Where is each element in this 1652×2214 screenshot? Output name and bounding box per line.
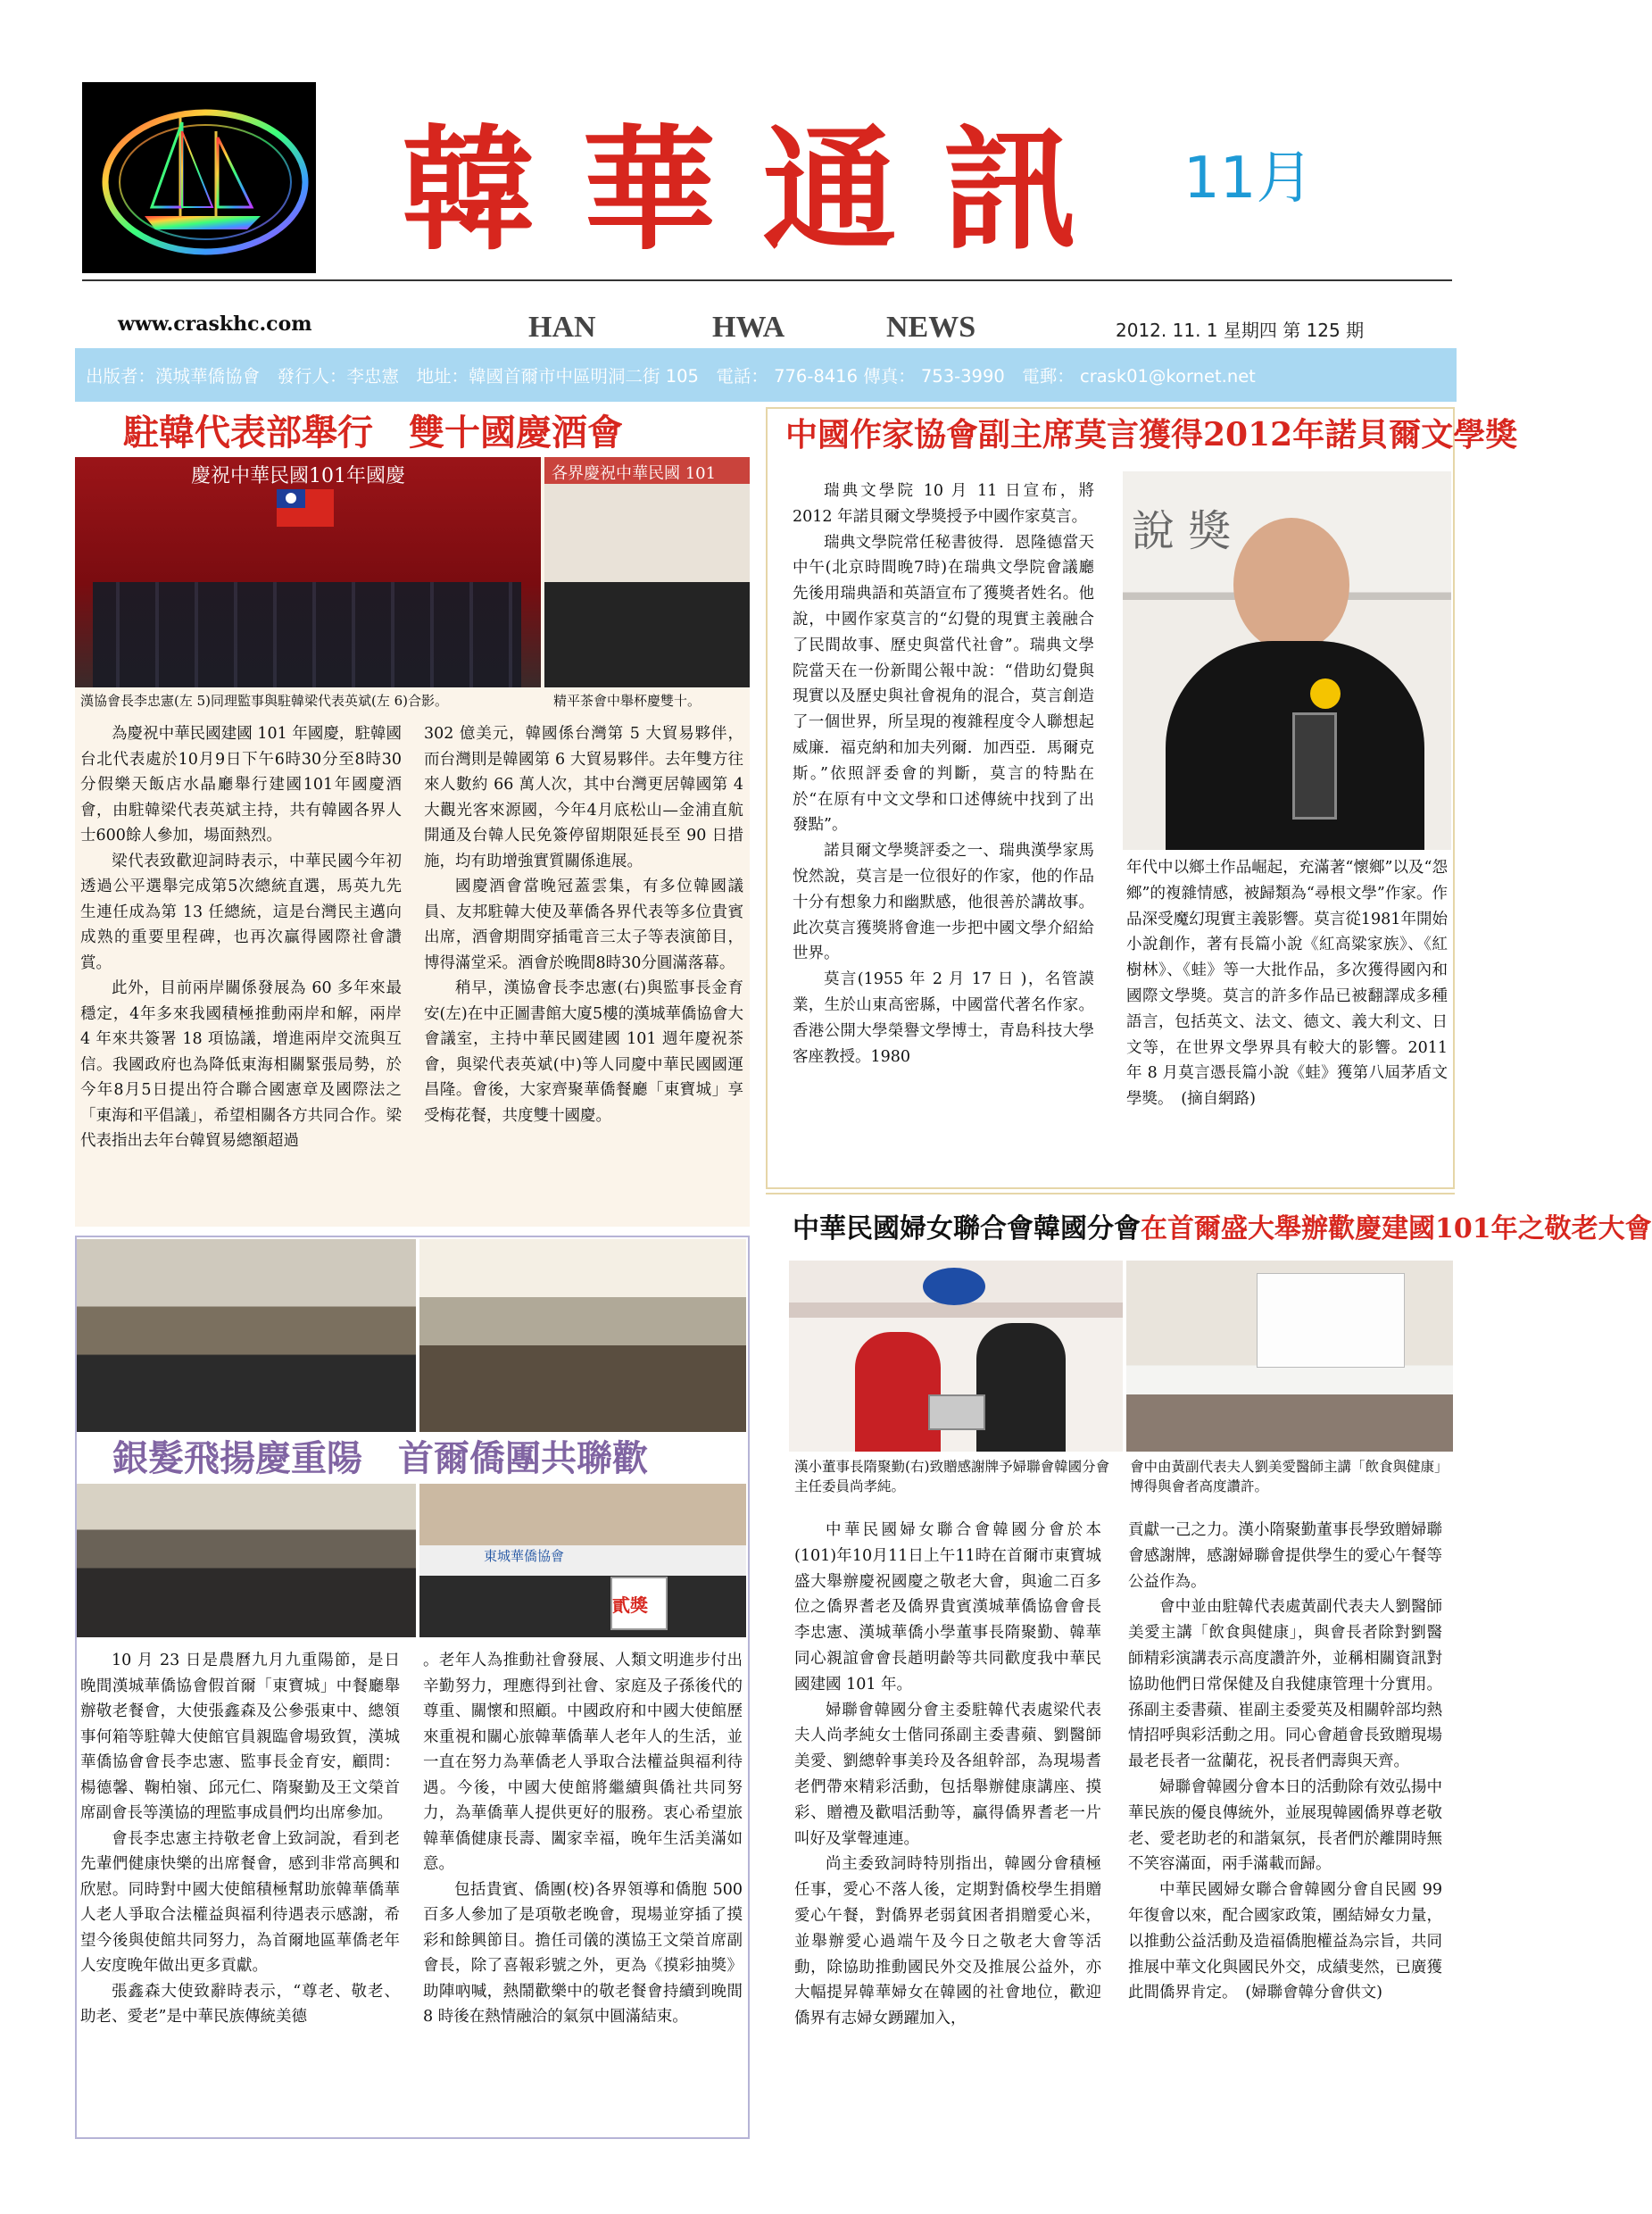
article4-caption-right: 會中由黃副代表夫人劉美愛醫師主講「飲食與健康」博得與會者高度讚許。 [1130,1459,1441,1494]
article3-photo-2 [419,1239,746,1432]
flower-icon [1310,678,1341,709]
header-rule [82,279,1452,281]
article4-para: 貢獻一己之力。漢小隋聚勤董事長學致贈婦聯會感謝牌，感謝婦聯會提供學生的愛心午餐等公益作為。 [1128,1521,1442,1591]
article1-para: 此外，目前兩岸關係發展為 60 多年來最穩定，4年多來我國積極推動兩岸和解，兩岸 4 年來共簽署 18 項協議，增進兩岸交流與互信。我國政府也為降低東海相關緊張局勢，於今年8月5日提出符合聯合國憲章及國際法之「東海和平倡議」，希望相關各方共同合作。梁代表指出去年台韓貿易總額超過 [80,979,402,1150]
issue-info: 2012. 11. 1 星期四 第 125 期 [1116,320,1365,341]
issue-month: 11月 [1183,146,1314,212]
article3-headline: 銀髮飛揚慶重陽 首爾僑團共聯歡 [112,1437,648,1479]
article3-para: 包括貴賓、僑團(校)各界領導和僑胞 500 百多人參加了是項敬老晚會，現場並穿插了摸彩和餘興節目。擔任司儀的漢協王文榮首席副會長，除了喜報彩號之外，更為《摸彩抽獎》助陣吶喊，熱鬧歡樂中的敬老餐會持續到晚間 8 時後在熱情融洽的氣氛中圓滿結束。 [423,1880,743,2026]
people-row [93,582,521,687]
article1-para: 為慶祝中華民國建國 101 年國慶，駐韓國台北代表處於10月9日下午6時30分至8時30分假樂天飯店水晶廳舉行建國101年國慶酒會，由駐韓梁代表英斌主持，共有韓國各界人士600餘人參加，場面熱烈。 [80,725,402,845]
person-right [976,1323,1066,1452]
article1-para: 國慶酒會當晚冠蓋雲集，有多位韓國議員、友邦駐韓大使及華僑各界代表等多位貴賓出席，酒會期間穿插電音三太子等表演節目，博得滿堂采。酒會於晚間8時30分圓滿落幕。 [424,878,743,972]
portrait-head [1233,518,1349,652]
projection-screen [1257,1273,1405,1368]
right-column-divider [766,1193,1455,1194]
article3-photo-4 [419,1484,746,1637]
article3-para: 張鑫森大使致辭時表示，“尊老、敬老、助老、愛老”是中華民族傳統美德 [80,1982,400,2026]
article2-para: 年代中以鄉土作品崛起，充滿著“懷鄉”以及“怨鄉”的複雜情感，被歸類為“尋根文學”作家。作品深受魔幻現實主義影響。莫言從1981年開始小說創作，著有長篇小說《紅高粱家族》、《紅樹林》、《蛙》等一大批作品，多次獲得國內和國際文學獎。莫言的許多作品已被翻譯成多種語言，包括英文、法文、德文、義大利文、日文等，在世界文學界具有較大的影響。2011 年 8 月莫言憑長篇小說《蛙》獲第八屆茅盾文學獎。 (摘自網路) [1126,859,1448,1109]
newspaper-title: 韓 華 通 訊 [402,112,1077,269]
publisher-band [75,348,1457,402]
article2-para: 諾貝爾文學獎評委之一、瑞典漢學家馬悅然說，莫言是一位很好的作家，他的作品十分有想象力和幽默感，他很善於講故事。此次莫言獲獎將會進一步把中國文學介紹給世界。 [793,842,1094,963]
article2-photo-sign: 說 獎 [1132,506,1232,556]
article4-para: 婦聯會韓國分會主委駐韓代表處梁代表夫人尚孝純女士偕同孫副主委書蘋、劉醫師美愛、劉總幹事美玲及各組幹部，為現場耆老們帶來精彩活動，包括舉辦健康講座、摸彩、贈禮及歡唱活動等，贏得僑界耆老一片叫好及掌聲連連。 [794,1701,1101,1848]
publisher-line: 出版者：漢城華僑協會 發行人：李忠憲 地址：韓國首爾市中區明洞二街 105 電話： 776-8416 傳真： 753-3990 電郵： crask01@kornet.net [86,366,1256,387]
article4-column-1 [794,1518,1101,2032]
english-title-hwa: HWA [712,311,785,344]
article1-caption-left: 漢協會長李忠憲(左 5)同理監事與駐韓梁代表英斌(左 6)合影。 [80,693,449,709]
article1-photo-group [75,457,541,687]
article3-column-2 [423,1648,743,2030]
article3-para: 10 月 23 日是農曆九月九重陽節，是日晚間漢城華僑協會假首爾「東寶城」中餐廳舉辦敬老餐會，大使張鑫森及公參張東中、總領事何箱等駐韓大使館官員親臨會場致賀，漢城華僑協會會長李忠憲、監事長金育安，顧問：楊德馨、鞠柏嶺、邱元仁、隋聚勤及王文榮首席副會長等漢協的理監事成員們均出席參加。 [80,1652,400,1822]
article2-photo-moyan [1123,471,1451,850]
article3-photo-banner: 東城華僑協會 [484,1548,565,1564]
article2-headline: 中國作家協會副主席莫言獲得2012年諾貝爾文學獎 [785,416,1518,454]
article4-photo-lecture [1126,1261,1453,1452]
article4-para: 中華民國婦女聯合會韓國分會於本(101)年10月11日上午11時在首爾市東寶城盛大舉辦慶祝國慶之敬老大會，與逾二百多位之僑界耆老及僑界貴賓漢城華僑協會會長李忠憲、漢城華僑小學董事長隋聚勤、韓華同心親誼會會長趙明齡等共同歡度我中華民國建國 101 年。 [794,1521,1101,1694]
article4-photo-award [789,1261,1123,1452]
article4-para: 尚主委致詞時特別指出，韓國分會積極任事，愛心不落人後，定期對僑校學生捐贈愛心午餐，對僑界老弱貧困者捐贈愛心米，並舉辦愛心過端午及今日之敬老大會等活動，除協助推動國民外交及推展公益外，亦大幅提昇韓華婦女在韓國的社會地位，歡迎僑界有志婦女踴躍加入， [794,1855,1101,2028]
article2-para: 瑞典文學院常任秘書彼得．恩隆德當天中午(北京時間晚7時)在瑞典文學院會議廳先後用瑞典語和英語宣布了獲獎者姓名。他說，中國作家莫言的“幻覺的現實主義融合了民間故事、歷史與當代社會”。瑞典文學院當天在一份新聞公報中說：“借助幻覺與現實以及歷史與社會視角的混合，莫言創造了一個世界，所呈現的複雜程度令人聯想起威廉．福克納和加夫列爾．加西亞．馬爾克斯。”依照評委會的判斷，莫言的特點在於“在原有中文文學和口述傳統中找到了出發點”。 [793,533,1094,835]
article4-headline-black: 中華民國婦女聯合會韓國分會 [793,1213,1141,1244]
trophy-icon [1292,712,1337,820]
article1-column-1 [80,721,402,1154]
article3-photo-3 [77,1484,416,1637]
article3-column-1 [80,1648,400,2030]
article3-photo-1 [77,1239,416,1432]
article1-para: 302 億美元，韓國係台灣第 5 大貿易夥伴，而台灣則是韓國第 6 大貿易夥伴。去年雙方往來人數約 66 萬人次，其中台灣更居韓國第 4 大觀光客來源國，今年4月底松山—金浦直航開通及台韓人民免簽停留期限延長至 90 日措施，均有助增強實質關係進展。 [424,725,743,870]
article1-para: 稍早，漢協會長李忠憲(右)與監事長金育安(左)在中正圖書館大廈5樓的漢城華僑協會大會議室，主持中華民國建國 101 週年慶祝茶會，與梁代表英斌(中)等人同慶中華民國國運昌隆。會後，大家齊聚華僑餐廳「東寶城」享受梅花餐，共度雙十國慶。 [424,979,743,1125]
article2-column-2 [1126,855,1448,1112]
article2-column-1 [793,479,1094,1070]
article1-headline: 駐韓代表部舉行 雙十國慶酒會 [123,412,623,454]
article4-para: 會中並由駐韓代表處黃副代表夫人劉醫師美愛主講「飲食與健康」，與會長者除對劉醫師精彩演講表示高度讚許外，並稱相關資訊對協助他們日常保健及自我健康管理十分實用。孫副主委書蘋、崔副主委愛英及相關幹部均熱情招呼與彩活動之用。同心會趙會長致贈現場最老長者一盆蘭花，祝長者們壽與天齊。 [1128,1598,1442,1771]
english-title-news: NEWS [886,311,976,344]
article3-photo-sign: 貳獎 [612,1594,648,1616]
article1-photo-toast [544,457,750,687]
article4-para: 中華民國婦女聯合會韓國分會自民國 99 年復會以來，配合國家政策，團結婦女力量，以推動公益活動及造福僑胞權益為宗旨，共同推展中華文化與國民外交，成績斐然，已廣獲此間僑界肯定。 (婦聯會韓分會供文) [1128,1881,1442,2002]
article2-para: 莫言(1955 年 2 月 17 日 )，名管謨業，生於山東高密縣，中國當代著名作家。香港公開大學榮譽文學博士，青島科技大學客座教授。1980 [793,970,1094,1066]
article3-para: 會長李忠憲主持敬老會上致詞說，看到老先輩們健康快樂的出席餐會，感到非常高興和欣慰。同時對中國大使館積極幫助旅韓華僑華人老人爭取合法權益與福利待遇表示感謝，希望今後與使館共同努力，為首爾地區華僑老年人安度晚年做出更多貢獻。 [80,1829,400,1975]
article4-para: 婦聯會韓國分會本日的活動除有效弘揚中華民族的優良傳統外，並展現韓國僑界尊老敬老、愛老助老的和諧氣氛，長者們於離開時無不笑容滿面，兩手滿載而歸。 [1128,1777,1442,1874]
article3-para: 。老年人為推動社會發展、人類文明進步付出辛勤努力，理應得到社會、家庭及子孫後代的尊重、關懷和照顧。中國政府和中國大使館歷來重視和關心旅韓華僑華人老年人的生活，並一直在努力為華僑老人爭取合法權益與福利待遇。今後，中國大使館將繼續與僑社共同努力，為華僑華人提供更好的服務。衷心希望旅韓華僑健康長壽、闔家幸福，晚年生活美滿如意。 [423,1652,743,1873]
english-title-han: HAN [528,311,596,344]
article4-caption-left: 漢小董事長隋聚勤(右)致贈感謝牌予婦聯會韓國分會主任委員尚孝純。 [794,1459,1110,1494]
sailing-ship-logo-icon [82,82,316,273]
flag-icon [277,489,334,527]
emblem-icon [923,1268,985,1305]
website-link[interactable]: www.craskhc.com [118,312,312,336]
article1-caption-right: 精平茶會中舉杯慶雙十。 [553,693,701,709]
article1-photo-banner-right: 各界慶祝中華民國 101 [552,464,717,483]
article1-para: 梁代表致歡迎詞時表示，中華民國今年初透過公平選舉完成第5次總統直選，馬英九先生連任成為第 13 任總統，這是台灣民主邁向成熟的重要里程碑，也再次贏得國際社會讚賞。 [80,852,402,972]
article4-column-2 [1128,1518,1442,2006]
plaque-icon [928,1394,985,1430]
article1-column-2 [424,721,743,1128]
person-left [855,1332,941,1452]
article4-headline [793,1209,1652,1250]
masthead-logo [82,82,316,273]
article4-headline-red: 在首爾盛大舉辦歡慶建國101年之敬老大會 [1141,1213,1652,1244]
article2-para: 瑞典文學院 10 月 11 日宣布，將 2012 年諾貝爾文學獎授予中國作家莫言。 [793,482,1094,526]
article1-photo-banner: 慶祝中華民國101年國慶 [191,465,405,487]
